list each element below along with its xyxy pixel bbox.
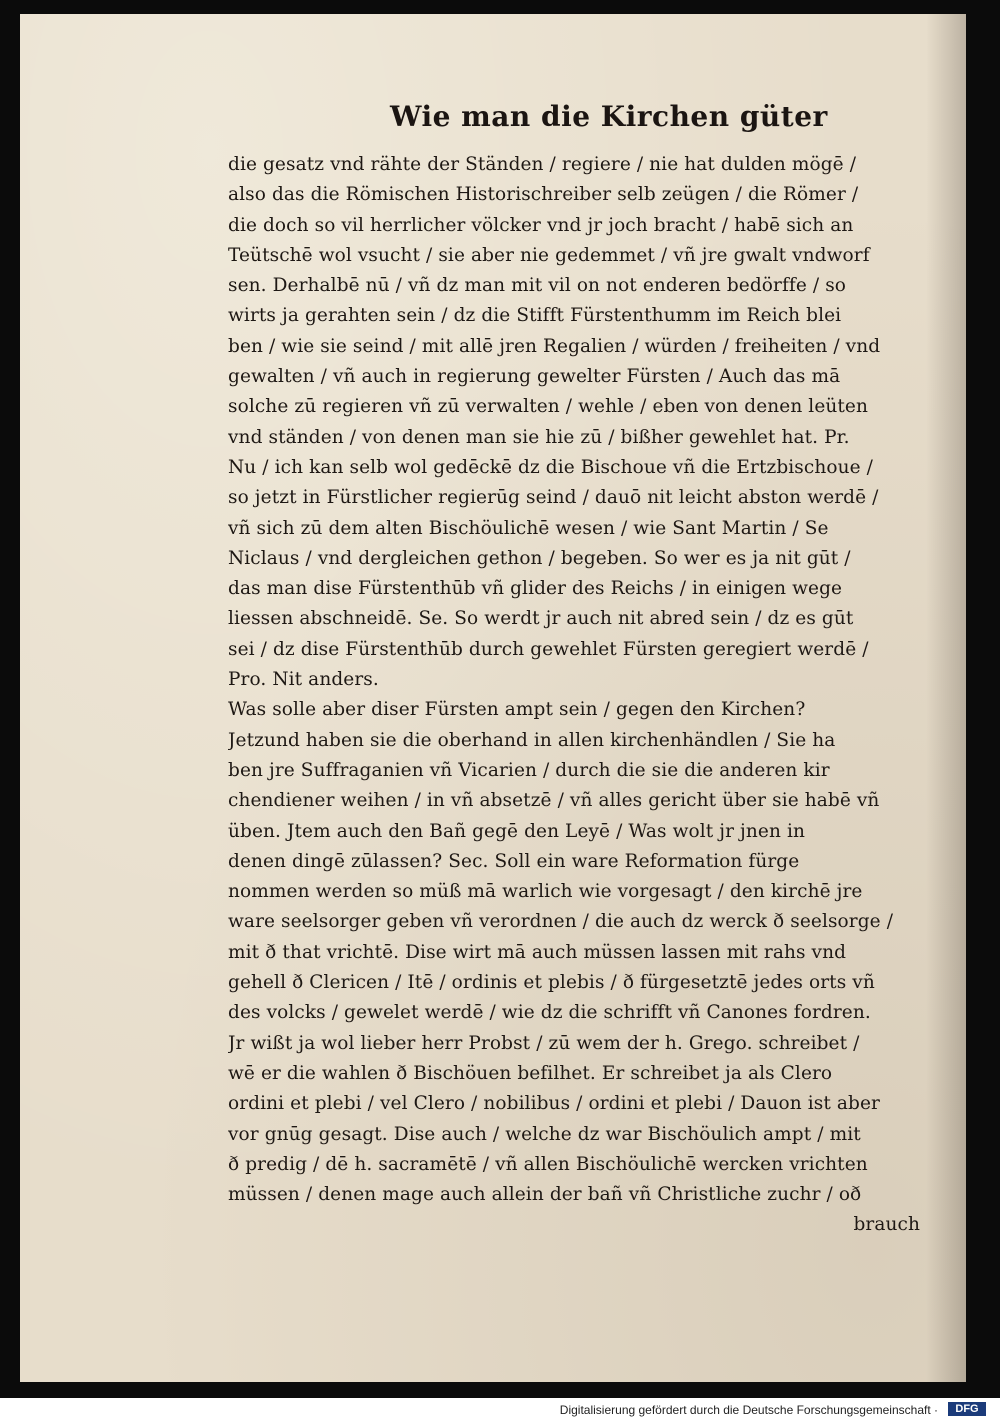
text-line: mit ð that vrichtē. Dise wirt mā auch müssen lassen mit rahs vnd bbox=[228, 941, 847, 963]
text-line: Niclaus / vnd dergleichen gethon / begeben. So wer es ja nit gūt / bbox=[228, 547, 851, 569]
text-line: Was solle aber diser Fürsten ampt sein / gegen den Kirchen? bbox=[228, 699, 806, 721]
text-line: denen dingē zūlassen? Sec. Soll ein ware Reformation fürge bbox=[228, 850, 800, 872]
text-line: vnd ständen / von denen man sie hie zū / bißher gewehlet hat. Pr. bbox=[228, 426, 850, 448]
text-block bbox=[228, 150, 938, 1241]
text-line: die doch so vil herrlicher völcker vnd jr joch bracht / habē sich an bbox=[228, 214, 854, 236]
text-line: wirts ja gerahten sein / dz die Stifft Fürstenthumm im Reich blei bbox=[228, 305, 842, 327]
text-line: vor gnūg gesagt. Dise auch / welche dz war Bischöulich ampt / mit bbox=[228, 1123, 861, 1145]
text-line: ben / wie sie seind / mit allē jren Regalien / würden / freiheiten / vnd bbox=[228, 335, 881, 357]
footer-credit: Digitalisierung gefördert durch die Deutsche Forschungsgemeinschaft · bbox=[559, 1403, 938, 1417]
text-line: Nu / ich kan selb wol gedēckē dz die Bischoue vñ die Ertzbischoue / bbox=[228, 456, 873, 478]
text-line: also das die Römischen Historischreiber selb zeügen / die Römer / bbox=[228, 184, 859, 206]
dfg-logo: DFG bbox=[948, 1402, 986, 1416]
text-line: wē er die wahlen ð Bischöuen befilhet. Er schreibet ja als Clero bbox=[228, 1062, 833, 1084]
text-line: die gesatz vnd rähte der Ständen / regiere / nie hat dulden mögē / bbox=[228, 154, 857, 175]
catchword: brauch bbox=[853, 1214, 920, 1236]
text-line: üben. Jtem auch den Bañ gegē den Leyē / Was wolt jr jnen in bbox=[228, 820, 805, 842]
text-line: müssen / denen mage auch allein der bañ vñ Christliche zuchr / oð bbox=[228, 1184, 862, 1206]
text-line: solche zū regieren vñ zū verwalten / wehle / eben von denen leüten bbox=[228, 396, 868, 418]
text-line: ware seelsorger geben vñ verordnen / die auch dz werck ð seelsorge / bbox=[228, 911, 894, 933]
text-line: das man dise Fürstenthūb vñ glider des Reichs / in einigen wege bbox=[228, 578, 843, 600]
text-line: nommen werden so müß mā warlich wie vorgesagt / den kirchē jre bbox=[228, 881, 863, 903]
text-line: chendiener weihen / in vñ absetzē / vñ alles gericht über sie habē vñ bbox=[228, 790, 880, 812]
text-line: Pro. Nit anders. bbox=[228, 669, 379, 691]
running-head: Wie man die Kirchen güter bbox=[390, 100, 828, 133]
text-line: ben jre Suffraganien vñ Vicarien / durch die sie die anderen kir bbox=[228, 759, 830, 781]
text-line: ð predig / dē h. sacramētē / vñ allen Bischöulichē wercken vrichten bbox=[228, 1153, 868, 1175]
text-line: ordini et plebi / vel Clero / nobilibus / ordini et plebi / Dauon ist aber bbox=[228, 1093, 880, 1115]
text-line: so jetzt in Fürstlicher regierūg seind / dauō nit leicht abston werdē / bbox=[228, 487, 879, 509]
text-line: des volcks / gewelet werdē / wie dz die schrifft vñ Canones fordren. bbox=[228, 1002, 871, 1024]
text-line: vñ sich zū dem alten Bischöulichē wesen / wie Sant Martin / Se bbox=[228, 517, 829, 539]
text-line: sen. Derhalbē nū / vñ dz man mit vil on not enderen bedörffe / so bbox=[228, 275, 847, 297]
text-line: Jr wißt ja wol lieber herr Probst / zū wem der h. Grego. schreibet / bbox=[228, 1032, 860, 1054]
text-line: gehell ð Clericen / Itē / ordinis et plebis / ð fürgesetztē jedes orts vñ bbox=[228, 972, 875, 994]
text-line: Teütschē wol vsucht / sie aber nie gedemmet / vñ jre gwalt vndworf bbox=[228, 244, 870, 266]
text-line: sei / dz dise Fürstenthūb durch gewehlet Fürsten geregiert werdē / bbox=[228, 638, 869, 660]
text-line: gewalten / vñ auch in regierung gewelter Fürsten / Auch das mā bbox=[228, 366, 841, 388]
text-line: Jetzund haben sie die oberhand in allen kirchenhändlen / Sie ha bbox=[228, 729, 836, 751]
text-line: liessen abschneidē. Se. So werdt jr auch nit abred sein / dz es gūt bbox=[228, 608, 854, 630]
